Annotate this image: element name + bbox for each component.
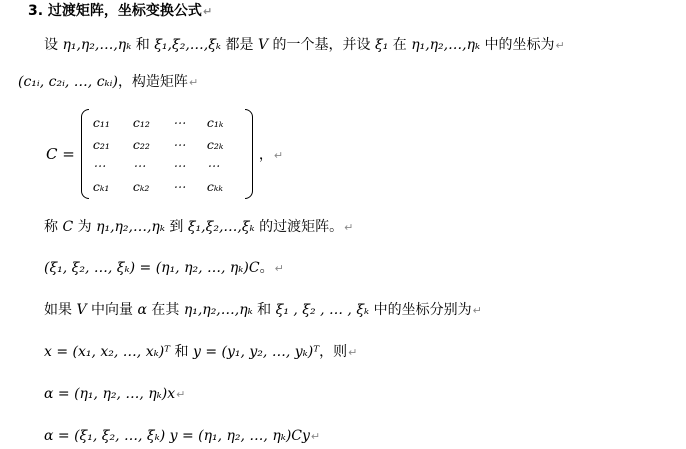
section-heading xyxy=(28,2,212,21)
matrix-equation xyxy=(46,108,283,200)
matrix-cell: cₖ₂ xyxy=(132,178,150,194)
matrix-cell: c₂ₖ xyxy=(206,136,224,152)
text-run: 在其 xyxy=(146,302,184,318)
matrix-cell: ⋯ xyxy=(172,114,186,130)
left-bracket xyxy=(81,109,89,199)
math-run: (c₁ᵢ, c₂ᵢ, …, cₖᵢ) xyxy=(18,74,118,90)
right-bracket xyxy=(245,109,253,199)
text-run: 中的坐标为 xyxy=(480,37,555,53)
matrix-cell: c₁ₖ xyxy=(206,114,224,130)
math-run: C xyxy=(62,219,74,235)
matrix-cell: c₂₁ xyxy=(92,136,110,152)
paragraph-mark: ↵ xyxy=(176,388,186,401)
text-run: 如果 xyxy=(44,302,77,318)
heading-text: 3. 过渡矩阵，坐标变换公式 xyxy=(28,3,202,19)
paragraph-mark: ↵ xyxy=(348,346,358,359)
math-run: ξ₁,ξ₂,…,ξₖ xyxy=(187,219,255,235)
text-run: 为 xyxy=(73,219,97,235)
text-run: 。 xyxy=(259,260,274,276)
text-run: 和 xyxy=(131,37,155,53)
formula-coordinate-vectors xyxy=(44,343,357,362)
math-run: η₁,η₂,…,ηₖ xyxy=(411,37,481,53)
math-run: α = (ξ₁, ξ₂, …, ξₖ) y = (η₁, η₂, …, ηₖ)Cy xyxy=(44,428,310,444)
paragraph-mark: ↵ xyxy=(555,39,565,52)
matrix-cell: cₖₖ xyxy=(206,178,223,194)
text-run: 的过渡矩阵。 xyxy=(254,219,344,235)
matrix-cell: c₁₁ xyxy=(92,114,110,130)
matrix-cell: ⋯ xyxy=(206,157,220,173)
matrix-cell: ⋯ xyxy=(172,157,186,173)
math-run: y = (y₁, y₂, …, yₖ)ᵀ xyxy=(192,344,320,360)
text-run: 中向量 xyxy=(86,302,138,318)
paragraph-vector-coordinates xyxy=(44,301,482,320)
matrix-cell: ⋯ xyxy=(172,178,186,194)
text-run: ， xyxy=(258,147,273,163)
text-run: 都是 xyxy=(221,37,258,53)
matrix-cell: cₖ₁ xyxy=(92,178,110,194)
paragraph-mark: ↵ xyxy=(202,5,213,18)
text-run: 设 xyxy=(44,37,63,53)
math-run: V xyxy=(257,37,269,53)
paragraph-mark: ↵ xyxy=(274,262,284,275)
math-run: η₁,η₂,…,ηₖ xyxy=(62,37,132,53)
paragraph-transition-matrix xyxy=(44,218,353,237)
math-run: x = (x₁, x₂, …, xₖ)ᵀ xyxy=(44,344,171,360)
text-run: 在 xyxy=(388,37,412,53)
formula-alpha-xi xyxy=(44,427,320,446)
matrix-grid xyxy=(89,111,245,197)
text-run: 的一个基，并设 xyxy=(268,37,375,53)
text-run: 和 xyxy=(252,302,276,318)
paragraph-mark: ↵ xyxy=(472,304,482,317)
matrix-cell: c₁₂ xyxy=(132,114,150,130)
paragraph-mark: ↵ xyxy=(188,76,199,89)
matrix-cell: ⋯ xyxy=(132,157,146,173)
math-run: η₁,η₂,…,ηₖ xyxy=(96,219,165,235)
matrix-cell: ⋯ xyxy=(92,157,106,173)
matrix-lhs: C = xyxy=(46,145,75,163)
paragraph-basis-definition xyxy=(44,36,565,55)
math-run: ξ₁ , ξ₂ , … , ξₖ xyxy=(275,302,370,318)
math-run: ξ₁,ξ₂,…,ξₖ xyxy=(154,37,222,53)
math-run: ξ₁ xyxy=(374,37,389,53)
text-run: 到 xyxy=(164,219,188,235)
matrix-cell: c₂₂ xyxy=(132,136,150,152)
text-run: 中的坐标分别为 xyxy=(369,302,472,318)
paragraph-mark: ↵ xyxy=(344,221,354,234)
math-run: α xyxy=(137,302,147,318)
text-run: ，则 xyxy=(319,344,348,360)
formula-alpha-eta xyxy=(44,385,185,404)
math-run: (ξ₁, ξ₂, …, ξₖ) = (η₁, η₂, …, ηₖ)C xyxy=(44,260,260,276)
paragraph-mark: ↵ xyxy=(273,149,284,162)
matrix-tail xyxy=(259,144,283,164)
text-run: ，构造矩阵 xyxy=(117,74,188,90)
formula-basis-change xyxy=(44,259,284,278)
math-run: α = (η₁, η₂, …, ηₖ)x xyxy=(44,386,176,402)
matrix-cell: ⋯ xyxy=(172,136,186,152)
text-run: 称 xyxy=(44,219,63,235)
paragraph-coordinates xyxy=(18,73,198,92)
text-run: 和 xyxy=(170,344,193,360)
math-run: η₁,η₂,…,ηₖ xyxy=(183,302,253,318)
math-run: V xyxy=(76,302,87,318)
paragraph-mark: ↵ xyxy=(310,430,321,443)
